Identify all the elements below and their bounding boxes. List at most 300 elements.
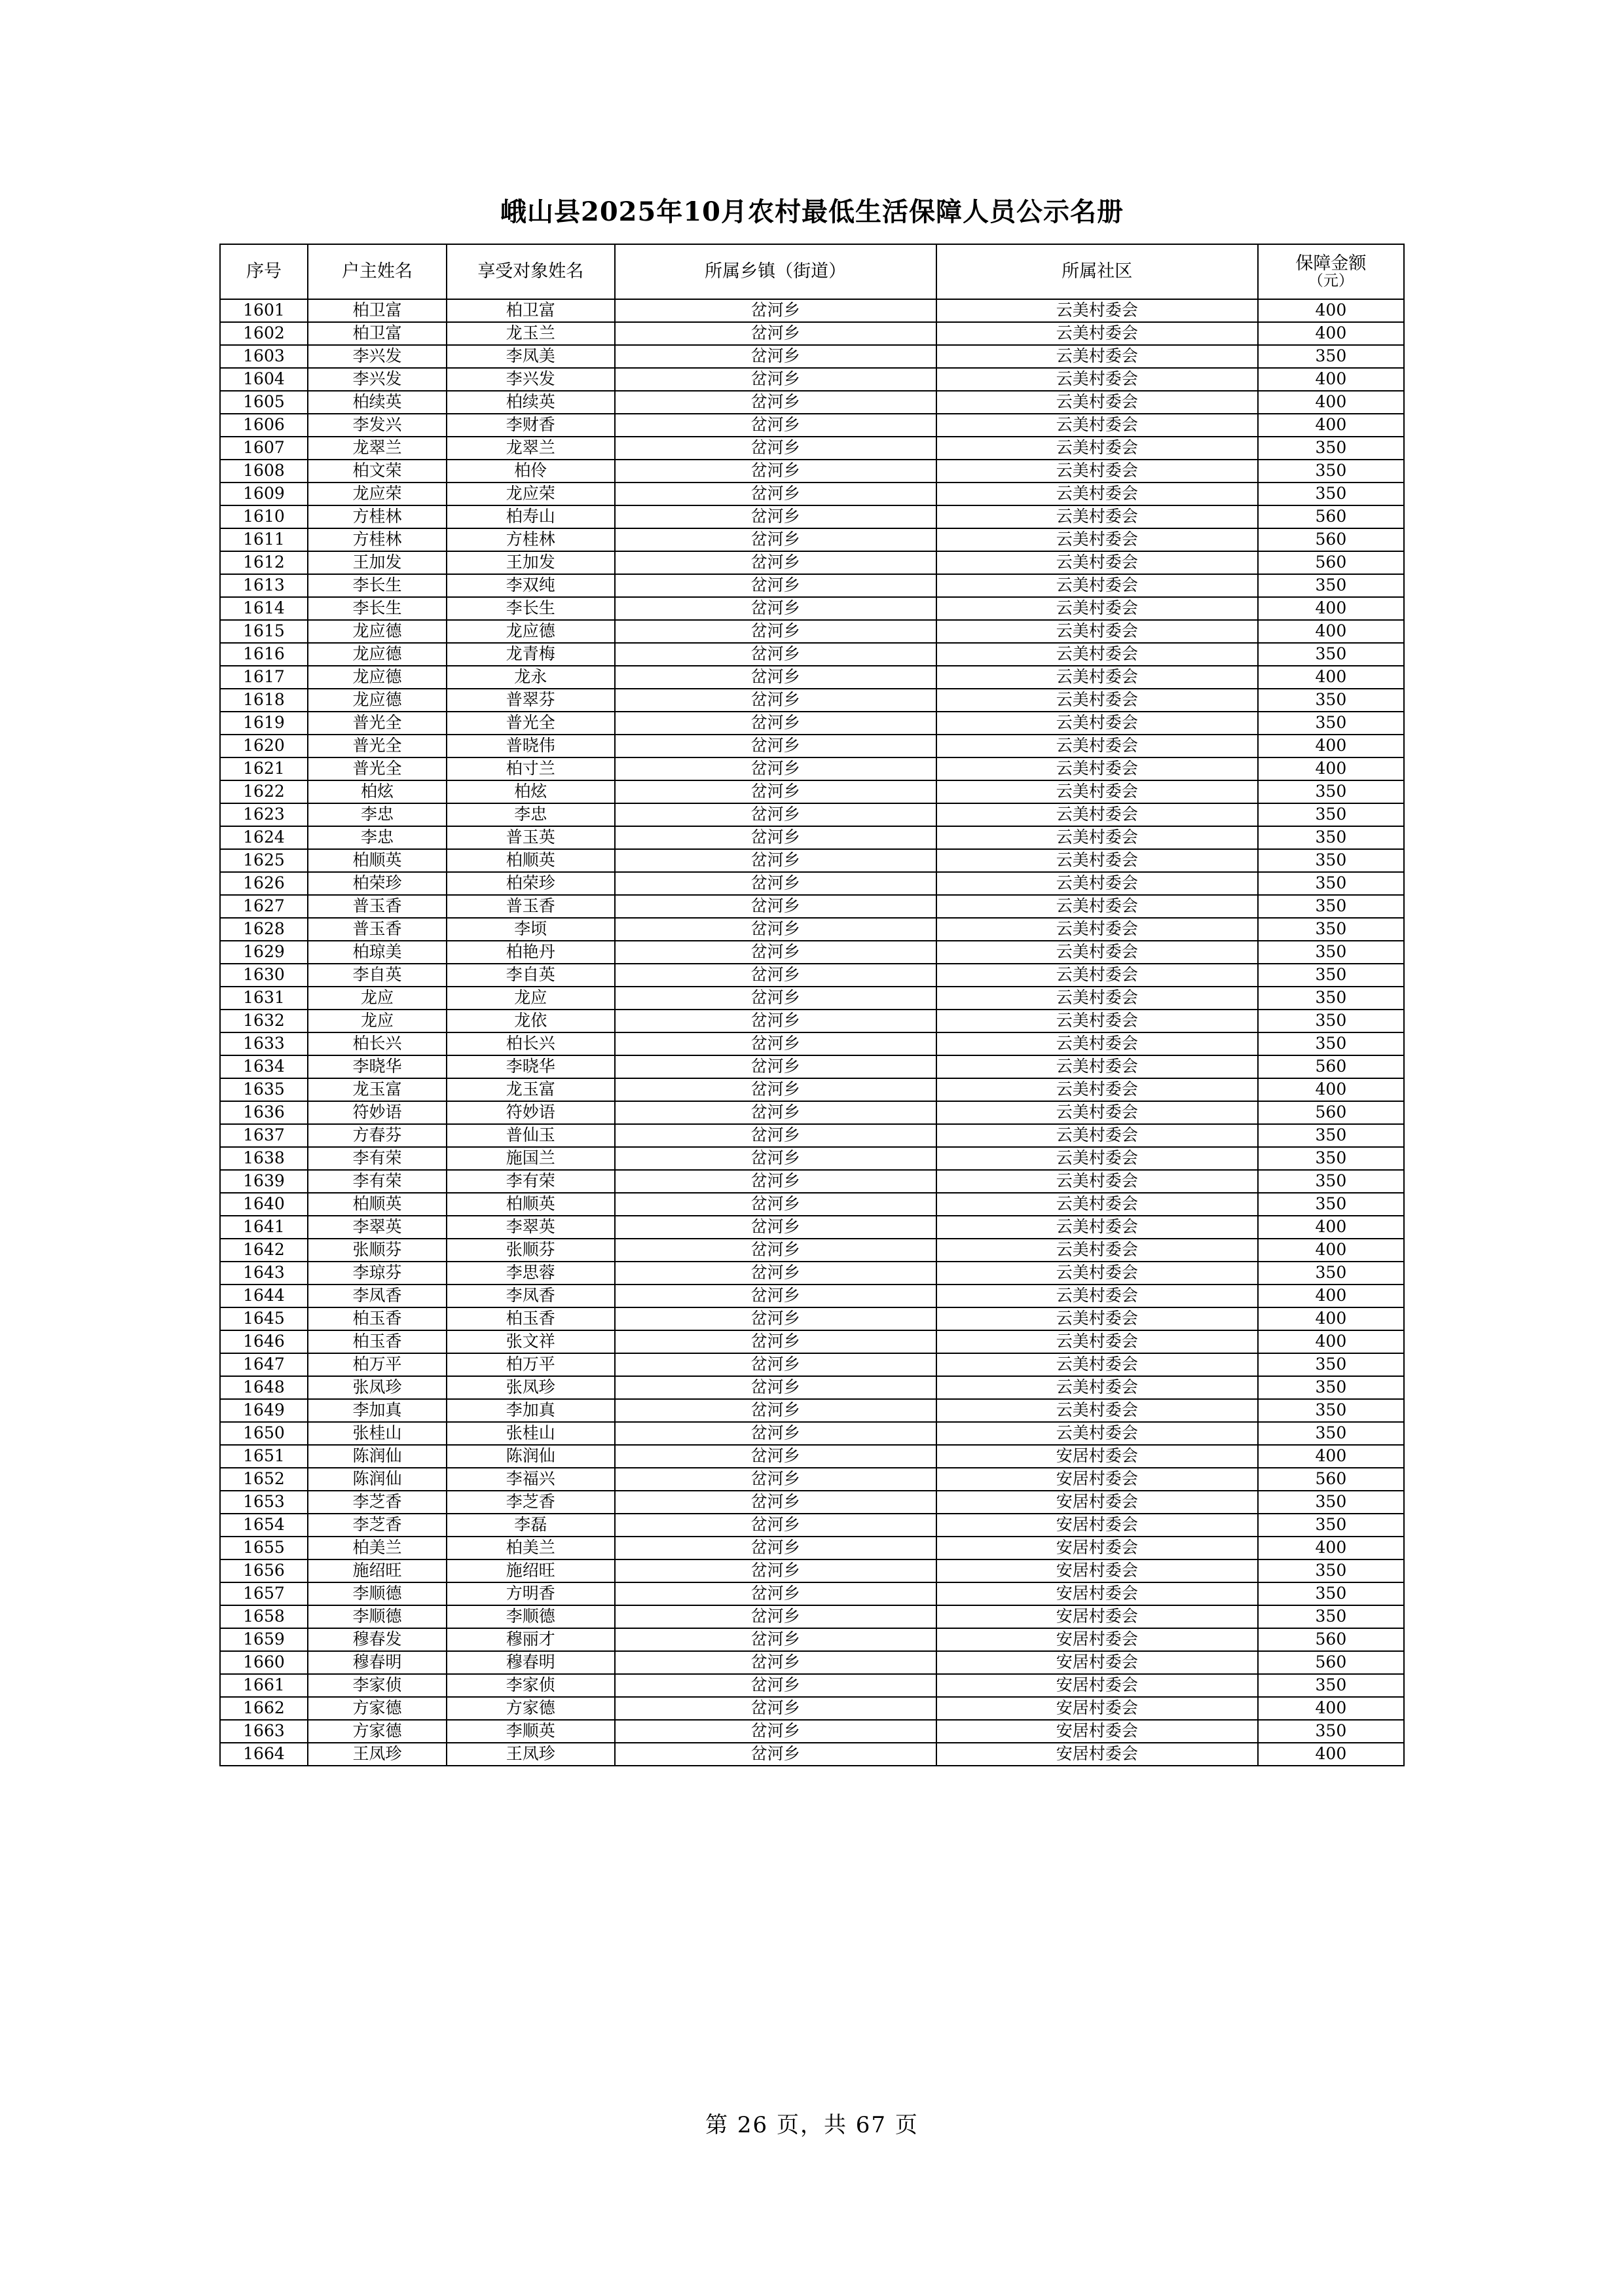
cell-beneficiary: 李磊 [447, 1514, 615, 1537]
cell-householder: 陈润仙 [308, 1468, 447, 1491]
cell-community: 安居村委会 [936, 1468, 1258, 1491]
table-row [220, 1101, 1404, 1124]
table-row [220, 872, 1404, 895]
cell-amount: 400 [1258, 597, 1404, 620]
cell-householder: 龙应德 [308, 643, 447, 666]
cell-householder: 施绍旺 [308, 1559, 447, 1582]
cell-community: 云美村委会 [936, 437, 1258, 460]
page-footer: 第 26 页，共 67 页 [705, 2112, 919, 2138]
cell-township: 岔河乡 [615, 735, 936, 757]
cell-index: 1632 [220, 1010, 308, 1032]
cell-beneficiary: 李兴发 [447, 368, 615, 391]
table-row [220, 322, 1404, 345]
cell-amount: 350 [1258, 1514, 1404, 1537]
cell-amount: 350 [1258, 1582, 1404, 1605]
cell-householder: 龙应德 [308, 666, 447, 689]
table-row [220, 414, 1404, 437]
cell-beneficiary: 李福兴 [447, 1468, 615, 1491]
table-row [220, 941, 1404, 964]
table-row [220, 1720, 1404, 1743]
cell-householder: 普光全 [308, 712, 447, 735]
cell-beneficiary: 龙应德 [447, 620, 615, 643]
cell-township: 岔河乡 [615, 1216, 936, 1239]
cell-householder: 王凤珍 [308, 1743, 447, 1766]
cell-beneficiary: 李长生 [447, 597, 615, 620]
table-row [220, 1697, 1404, 1720]
cell-amount: 350 [1258, 1605, 1404, 1628]
cell-index: 1615 [220, 620, 308, 643]
cell-township: 岔河乡 [615, 1491, 936, 1514]
cell-community: 云美村委会 [936, 1124, 1258, 1147]
cell-beneficiary: 柏荣珍 [447, 872, 615, 895]
cell-beneficiary: 龙依 [447, 1010, 615, 1032]
cell-beneficiary: 张文祥 [447, 1330, 615, 1353]
cell-householder: 李芝香 [308, 1491, 447, 1514]
cell-community: 云美村委会 [936, 1010, 1258, 1032]
cell-beneficiary: 龙翠兰 [447, 437, 615, 460]
cell-community: 云美村委会 [936, 712, 1258, 735]
column-header-amount-line1: 保障金额 [1295, 253, 1367, 274]
cell-amount: 350 [1258, 803, 1404, 826]
table-row [220, 1422, 1404, 1445]
table-row [220, 1468, 1404, 1491]
table-row [220, 345, 1404, 368]
column-header-amount-line2: （元） [1308, 272, 1354, 290]
table-row [220, 1124, 1404, 1147]
table-row [220, 1170, 1404, 1193]
cell-index: 1652 [220, 1468, 308, 1491]
cell-community: 云美村委会 [936, 941, 1258, 964]
cell-householder: 柏玉香 [308, 1330, 447, 1353]
table-row [220, 1055, 1404, 1078]
cell-index: 1640 [220, 1193, 308, 1216]
cell-householder: 柏荣珍 [308, 872, 447, 895]
cell-township: 岔河乡 [615, 1422, 936, 1445]
cell-amount: 350 [1258, 987, 1404, 1010]
cell-township: 岔河乡 [615, 987, 936, 1010]
cell-community: 云美村委会 [936, 299, 1258, 322]
cell-beneficiary: 普仙玉 [447, 1124, 615, 1147]
cell-amount: 350 [1258, 941, 1404, 964]
cell-index: 1641 [220, 1216, 308, 1239]
cell-index: 1645 [220, 1307, 308, 1330]
cell-householder: 普玉香 [308, 895, 447, 918]
cell-amount: 400 [1258, 299, 1404, 322]
cell-amount: 350 [1258, 1376, 1404, 1399]
cell-township: 岔河乡 [615, 437, 936, 460]
cell-amount: 350 [1258, 1170, 1404, 1193]
cell-township: 岔河乡 [615, 322, 936, 345]
cell-amount: 400 [1258, 391, 1404, 414]
cell-community: 云美村委会 [936, 1262, 1258, 1285]
table-header [220, 244, 1404, 299]
table-row [220, 505, 1404, 528]
cell-beneficiary: 柏续英 [447, 391, 615, 414]
cell-community: 安居村委会 [936, 1697, 1258, 1720]
cell-amount: 350 [1258, 1193, 1404, 1216]
cell-beneficiary: 方桂林 [447, 528, 615, 551]
cell-township: 岔河乡 [615, 1399, 936, 1422]
cell-township: 岔河乡 [615, 643, 936, 666]
cell-amount: 350 [1258, 964, 1404, 987]
cell-amount: 350 [1258, 643, 1404, 666]
column-header-beneficiary: 享受对象姓名 [447, 244, 615, 299]
cell-index: 1631 [220, 987, 308, 1010]
cell-beneficiary: 普晓伟 [447, 735, 615, 757]
cell-township: 岔河乡 [615, 1262, 936, 1285]
cell-township: 岔河乡 [615, 1193, 936, 1216]
table-row [220, 826, 1404, 849]
cell-township: 岔河乡 [615, 299, 936, 322]
cell-index: 1655 [220, 1537, 308, 1559]
cell-beneficiary: 李财香 [447, 414, 615, 437]
cell-amount: 350 [1258, 1720, 1404, 1743]
table-row [220, 460, 1404, 483]
cell-beneficiary: 李有荣 [447, 1170, 615, 1193]
cell-amount: 350 [1258, 460, 1404, 483]
cell-township: 岔河乡 [615, 1330, 936, 1353]
cell-householder: 柏琼美 [308, 941, 447, 964]
table-row [220, 1285, 1404, 1307]
cell-index: 1635 [220, 1078, 308, 1101]
cell-township: 岔河乡 [615, 1147, 936, 1170]
table-row [220, 1559, 1404, 1582]
cell-beneficiary: 柏伶 [447, 460, 615, 483]
cell-index: 1628 [220, 918, 308, 941]
cell-index: 1646 [220, 1330, 308, 1353]
cell-community: 云美村委会 [936, 391, 1258, 414]
cell-community: 云美村委会 [936, 666, 1258, 689]
cell-community: 云美村委会 [936, 1422, 1258, 1445]
table-row [220, 1193, 1404, 1216]
cell-index: 1634 [220, 1055, 308, 1078]
table-row [220, 643, 1404, 666]
cell-amount: 400 [1258, 1743, 1404, 1766]
cell-amount: 400 [1258, 666, 1404, 689]
table-row [220, 620, 1404, 643]
cell-amount: 400 [1258, 368, 1404, 391]
cell-beneficiary: 柏长兴 [447, 1032, 615, 1055]
cell-householder: 李凤香 [308, 1285, 447, 1307]
column-header-householder: 户主姓名 [308, 244, 447, 299]
cell-householder: 柏续英 [308, 391, 447, 414]
cell-index: 1656 [220, 1559, 308, 1582]
cell-township: 岔河乡 [615, 666, 936, 689]
cell-beneficiary: 柏顺英 [447, 1193, 615, 1216]
cell-householder: 柏玉香 [308, 1307, 447, 1330]
cell-beneficiary: 李思蓉 [447, 1262, 615, 1285]
cell-amount: 400 [1258, 1330, 1404, 1353]
cell-township: 岔河乡 [615, 872, 936, 895]
table-row [220, 849, 1404, 872]
cell-community: 云美村委会 [936, 368, 1258, 391]
cell-householder: 符妙语 [308, 1101, 447, 1124]
cell-township: 岔河乡 [615, 1628, 936, 1651]
cell-householder: 李忠 [308, 803, 447, 826]
table-row [220, 1262, 1404, 1285]
cell-index: 1648 [220, 1376, 308, 1399]
cell-township: 岔河乡 [615, 1170, 936, 1193]
cell-township: 岔河乡 [615, 1445, 936, 1468]
cell-householder: 穆春发 [308, 1628, 447, 1651]
cell-amount: 560 [1258, 1101, 1404, 1124]
cell-index: 1606 [220, 414, 308, 437]
cell-index: 1654 [220, 1514, 308, 1537]
cell-beneficiary: 李家侦 [447, 1674, 615, 1697]
cell-householder: 张顺芬 [308, 1239, 447, 1262]
cell-householder: 普玉香 [308, 918, 447, 941]
cell-amount: 400 [1258, 1445, 1404, 1468]
cell-township: 岔河乡 [615, 1032, 936, 1055]
cell-community: 云美村委会 [936, 895, 1258, 918]
cell-township: 岔河乡 [615, 505, 936, 528]
cell-amount: 350 [1258, 1262, 1404, 1285]
cell-community: 云美村委会 [936, 1078, 1258, 1101]
cell-householder: 张桂山 [308, 1422, 447, 1445]
cell-beneficiary: 李加真 [447, 1399, 615, 1422]
cell-amount: 400 [1258, 1307, 1404, 1330]
table-row [220, 1674, 1404, 1697]
cell-householder: 李长生 [308, 574, 447, 597]
cell-index: 1650 [220, 1422, 308, 1445]
cell-community: 云美村委会 [936, 1376, 1258, 1399]
cell-amount: 350 [1258, 345, 1404, 368]
table-row [220, 1376, 1404, 1399]
cell-householder: 普光全 [308, 757, 447, 780]
cell-amount: 350 [1258, 918, 1404, 941]
cell-community: 安居村委会 [936, 1674, 1258, 1697]
cell-township: 岔河乡 [615, 483, 936, 505]
cell-amount: 350 [1258, 1010, 1404, 1032]
cell-beneficiary: 陈润仙 [447, 1445, 615, 1468]
cell-index: 1663 [220, 1720, 308, 1743]
cell-township: 岔河乡 [615, 1468, 936, 1491]
cell-index: 1627 [220, 895, 308, 918]
cell-township: 岔河乡 [615, 1078, 936, 1101]
cell-beneficiary: 龙玉富 [447, 1078, 615, 1101]
cell-beneficiary: 李凤美 [447, 345, 615, 368]
cell-township: 岔河乡 [615, 1605, 936, 1628]
cell-township: 岔河乡 [615, 1124, 936, 1147]
cell-householder: 李琼芬 [308, 1262, 447, 1285]
cell-township: 岔河乡 [615, 1101, 936, 1124]
cell-index: 1661 [220, 1674, 308, 1697]
table-row [220, 712, 1404, 735]
cell-beneficiary: 龙青梅 [447, 643, 615, 666]
cell-community: 云美村委会 [936, 1193, 1258, 1216]
cell-township: 岔河乡 [615, 780, 936, 803]
cell-amount: 350 [1258, 1124, 1404, 1147]
cell-index: 1613 [220, 574, 308, 597]
cell-community: 云美村委会 [936, 964, 1258, 987]
cell-community: 云美村委会 [936, 1170, 1258, 1193]
cell-amount: 350 [1258, 1491, 1404, 1514]
cell-beneficiary: 柏艳丹 [447, 941, 615, 964]
cell-township: 岔河乡 [615, 918, 936, 941]
cell-amount: 560 [1258, 551, 1404, 574]
cell-community: 云美村委会 [936, 551, 1258, 574]
cell-index: 1626 [220, 872, 308, 895]
cell-beneficiary: 穆春明 [447, 1651, 615, 1674]
cell-householder: 龙应 [308, 987, 447, 1010]
cell-beneficiary: 施国兰 [447, 1147, 615, 1170]
cell-community: 云美村委会 [936, 1239, 1258, 1262]
cell-amount: 400 [1258, 322, 1404, 345]
cell-township: 岔河乡 [615, 941, 936, 964]
cell-community: 云美村委会 [936, 689, 1258, 712]
table-row [220, 735, 1404, 757]
cell-community: 云美村委会 [936, 460, 1258, 483]
cell-amount: 350 [1258, 689, 1404, 712]
cell-beneficiary: 柏万平 [447, 1353, 615, 1376]
cell-index: 1630 [220, 964, 308, 987]
cell-amount: 350 [1258, 437, 1404, 460]
cell-beneficiary: 龙应 [447, 987, 615, 1010]
cell-township: 岔河乡 [615, 1559, 936, 1582]
cell-township: 岔河乡 [615, 757, 936, 780]
cell-householder: 方家德 [308, 1720, 447, 1743]
cell-community: 安居村委会 [936, 1720, 1258, 1743]
cell-householder: 李芝香 [308, 1514, 447, 1537]
cell-community: 安居村委会 [936, 1537, 1258, 1559]
table-row [220, 1491, 1404, 1514]
cell-householder: 李翠英 [308, 1216, 447, 1239]
subsistence-allowance-roster-table [219, 244, 1405, 1766]
cell-beneficiary: 李翠英 [447, 1216, 615, 1239]
cell-community: 安居村委会 [936, 1628, 1258, 1651]
table-row [220, 757, 1404, 780]
cell-householder: 李加真 [308, 1399, 447, 1422]
table-row [220, 437, 1404, 460]
cell-community: 云美村委会 [936, 1055, 1258, 1078]
cell-amount: 350 [1258, 1674, 1404, 1697]
cell-community: 云美村委会 [936, 1330, 1258, 1353]
cell-index: 1636 [220, 1101, 308, 1124]
cell-index: 1633 [220, 1032, 308, 1055]
cell-householder: 李自英 [308, 964, 447, 987]
table-row [220, 368, 1404, 391]
cell-beneficiary: 施绍旺 [447, 1559, 615, 1582]
cell-township: 岔河乡 [615, 1239, 936, 1262]
table-row [220, 1353, 1404, 1376]
cell-community: 安居村委会 [936, 1491, 1258, 1514]
cell-beneficiary: 龙永 [447, 666, 615, 689]
table-row [220, 1537, 1404, 1559]
cell-township: 岔河乡 [615, 620, 936, 643]
cell-community: 安居村委会 [936, 1743, 1258, 1766]
cell-township: 岔河乡 [615, 551, 936, 574]
cell-community: 云美村委会 [936, 414, 1258, 437]
table-row [220, 299, 1404, 322]
cell-township: 岔河乡 [615, 597, 936, 620]
cell-amount: 350 [1258, 1422, 1404, 1445]
cell-index: 1624 [220, 826, 308, 849]
cell-beneficiary: 张凤珍 [447, 1376, 615, 1399]
cell-amount: 350 [1258, 826, 1404, 849]
cell-index: 1605 [220, 391, 308, 414]
cell-amount: 400 [1258, 1239, 1404, 1262]
cell-beneficiary: 柏寸兰 [447, 757, 615, 780]
cell-index: 1602 [220, 322, 308, 345]
table-row [220, 1239, 1404, 1262]
cell-township: 岔河乡 [615, 574, 936, 597]
cell-township: 岔河乡 [615, 803, 936, 826]
cell-community: 云美村委会 [936, 735, 1258, 757]
cell-community: 云美村委会 [936, 757, 1258, 780]
cell-beneficiary: 普翠芬 [447, 689, 615, 712]
cell-index: 1616 [220, 643, 308, 666]
cell-community: 云美村委会 [936, 345, 1258, 368]
cell-householder: 龙应德 [308, 620, 447, 643]
cell-beneficiary: 柏炫 [447, 780, 615, 803]
cell-beneficiary: 李忠 [447, 803, 615, 826]
table-row [220, 1628, 1404, 1651]
cell-amount: 400 [1258, 735, 1404, 757]
cell-index: 1625 [220, 849, 308, 872]
cell-township: 岔河乡 [615, 460, 936, 483]
table-row [220, 987, 1404, 1010]
table-row [220, 1078, 1404, 1101]
cell-index: 1647 [220, 1353, 308, 1376]
cell-township: 岔河乡 [615, 689, 936, 712]
table-row [220, 666, 1404, 689]
cell-community: 云美村委会 [936, 1032, 1258, 1055]
cell-township: 岔河乡 [615, 1307, 936, 1330]
cell-index: 1643 [220, 1262, 308, 1285]
cell-township: 岔河乡 [615, 1674, 936, 1697]
cell-householder: 方桂林 [308, 528, 447, 551]
cell-township: 岔河乡 [615, 895, 936, 918]
table-row [220, 1032, 1404, 1055]
table-row [220, 964, 1404, 987]
cell-community: 云美村委会 [936, 620, 1258, 643]
cell-index: 1649 [220, 1399, 308, 1422]
page-title: 峨山县2025年10月农村最低生活保障人员公示名册 [500, 196, 1124, 227]
cell-index: 1662 [220, 1697, 308, 1720]
cell-index: 1604 [220, 368, 308, 391]
cell-amount: 350 [1258, 1399, 1404, 1422]
cell-amount: 560 [1258, 528, 1404, 551]
cell-householder: 柏卫富 [308, 322, 447, 345]
cell-index: 1642 [220, 1239, 308, 1262]
cell-amount: 400 [1258, 757, 1404, 780]
cell-beneficiary: 王加发 [447, 551, 615, 574]
cell-index: 1644 [220, 1285, 308, 1307]
cell-beneficiary: 张桂山 [447, 1422, 615, 1445]
cell-beneficiary: 张顺芬 [447, 1239, 615, 1262]
cell-householder: 方家德 [308, 1697, 447, 1720]
cell-householder: 柏顺英 [308, 1193, 447, 1216]
cell-township: 岔河乡 [615, 414, 936, 437]
cell-index: 1658 [220, 1605, 308, 1628]
cell-amount: 560 [1258, 505, 1404, 528]
cell-township: 岔河乡 [615, 1010, 936, 1032]
cell-index: 1617 [220, 666, 308, 689]
cell-community: 云美村委会 [936, 918, 1258, 941]
cell-amount: 350 [1258, 1353, 1404, 1376]
table-row [220, 1605, 1404, 1628]
table-body [220, 299, 1404, 1766]
cell-community: 云美村委会 [936, 1101, 1258, 1124]
cell-beneficiary: 普光全 [447, 712, 615, 735]
cell-index: 1622 [220, 780, 308, 803]
cell-amount: 350 [1258, 780, 1404, 803]
cell-householder: 方春芬 [308, 1124, 447, 1147]
cell-community: 云美村委会 [936, 1307, 1258, 1330]
cell-beneficiary: 穆丽才 [447, 1628, 615, 1651]
cell-index: 1623 [220, 803, 308, 826]
cell-amount: 560 [1258, 1651, 1404, 1674]
